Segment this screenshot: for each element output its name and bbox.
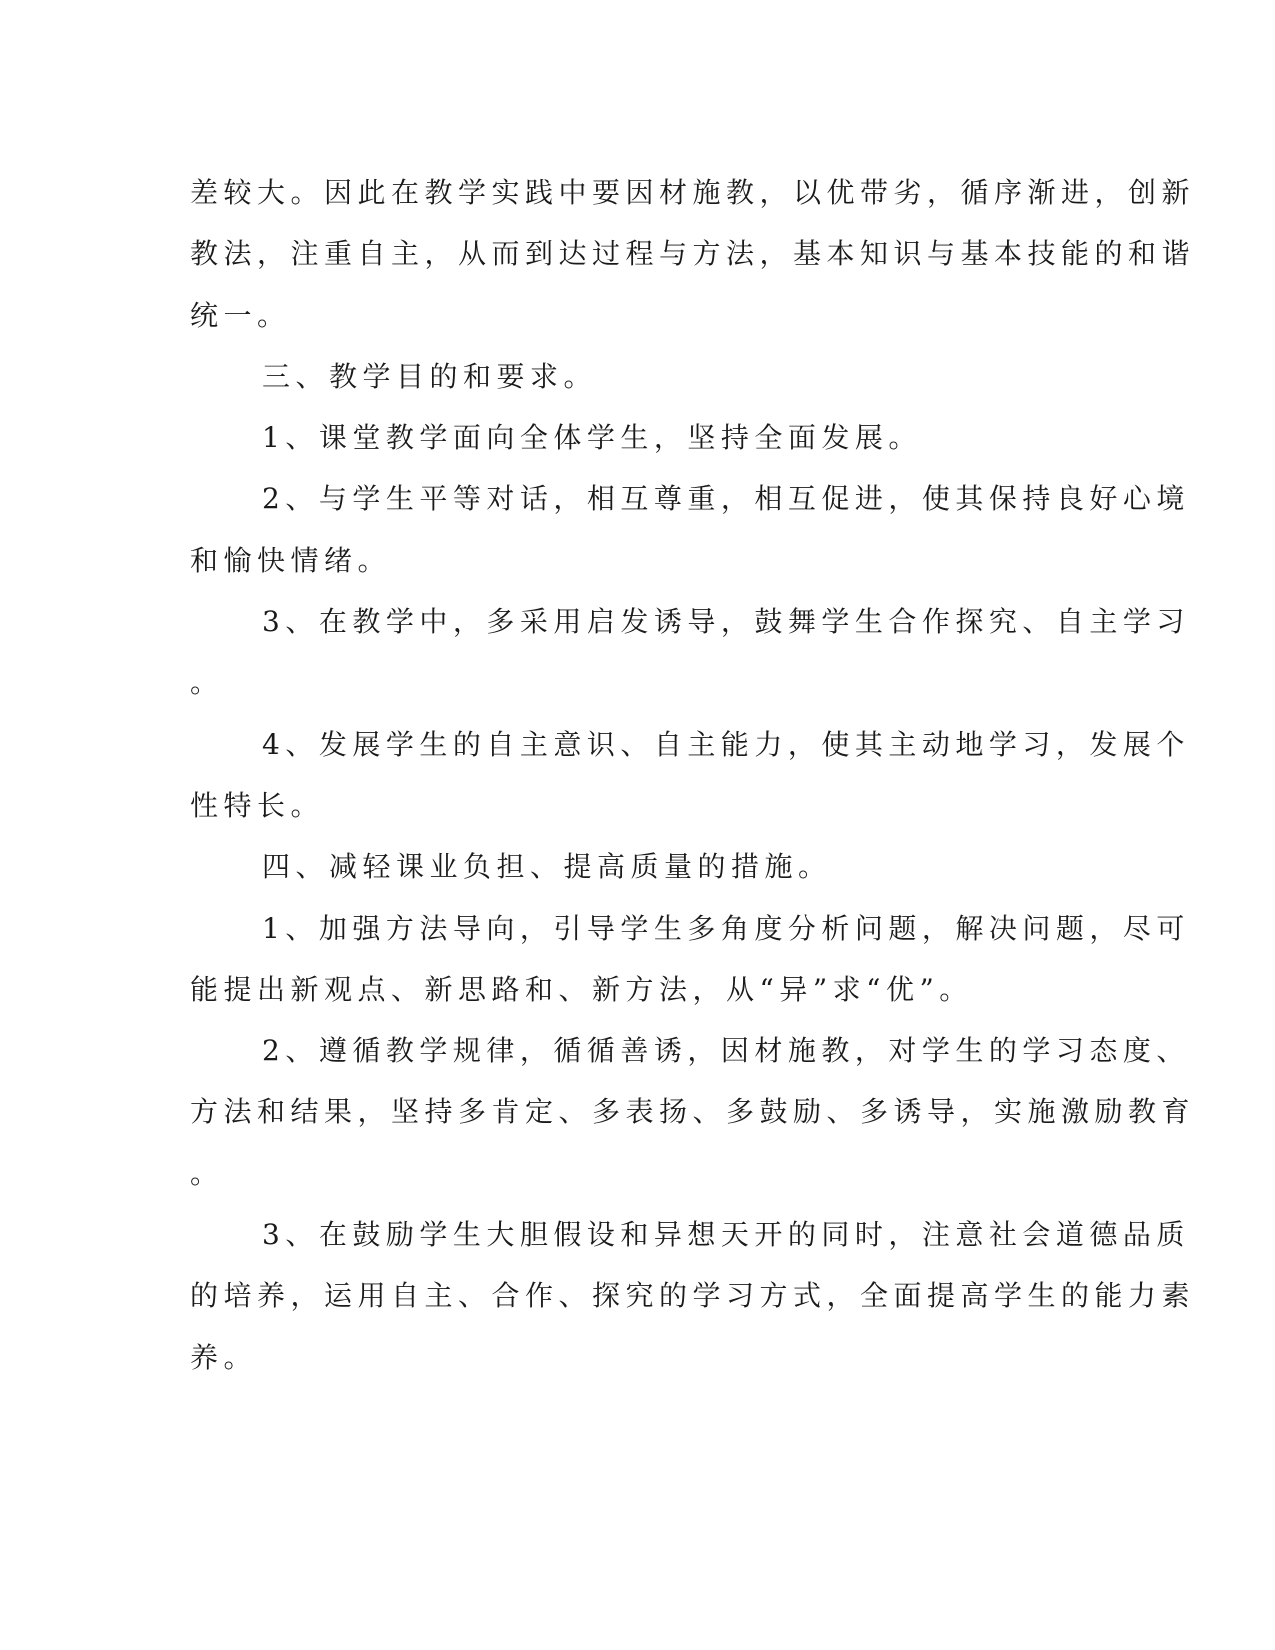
text-line: 1、加强方法导向，引导学生多角度分析问题，解决问题，尽可 bbox=[262, 911, 1190, 945]
text-line: 2、与学生平等对话，相互尊重，相互促进，使其保持良好心境 bbox=[262, 482, 1190, 516]
text-line: 。 bbox=[190, 666, 224, 700]
text-line: 3、在教学中，多采用启发诱导，鼓舞学生合作探究、自主学习 bbox=[262, 605, 1190, 639]
text-line: 3、在鼓励学生大胆假设和异想天开的同时，注意社会道德品质 bbox=[262, 1218, 1190, 1252]
text-line: 养。 bbox=[190, 1340, 258, 1374]
text-line: 差较大。因此在教学实践中要因材施教，以优带劣，循序渐进，创新 bbox=[190, 176, 1196, 209]
text-line: 能提出新观点、新思路和、新方法，从“异”求“优”。 bbox=[190, 972, 973, 1006]
document-body bbox=[190, 162, 1196, 1388]
text-line: 教法，注重自主，从而到达过程与方法，基本知识与基本技能的和谐 bbox=[190, 237, 1196, 271]
text-line: 方法和结果，坚持多肯定、多表扬、多鼓励、多诱导，实施激励教育 bbox=[190, 1095, 1196, 1129]
text-line: 。 bbox=[190, 1156, 224, 1190]
text-line: 统一。 bbox=[190, 298, 291, 332]
text-line: 1、课堂教学面向全体学生，坚持全面发展。 bbox=[262, 421, 922, 455]
text-line: 性特长。 bbox=[190, 788, 325, 822]
section-heading: 三、教学目的和要求。 bbox=[262, 359, 598, 393]
text-line: 和愉快情绪。 bbox=[190, 543, 392, 577]
section-heading: 四、减轻课业负担、提高质量的措施。 bbox=[262, 850, 832, 884]
text-line: 的培养，运用自主、合作、探究的学习方式，全面提高学生的能力素 bbox=[190, 1279, 1196, 1313]
text-line: 2、遵循教学规律，循循善诱，因材施教，对学生的学习态度、 bbox=[262, 1034, 1190, 1068]
text-line: 4、发展学生的自主意识、自主能力，使其主动地学习，发展个 bbox=[262, 727, 1190, 761]
